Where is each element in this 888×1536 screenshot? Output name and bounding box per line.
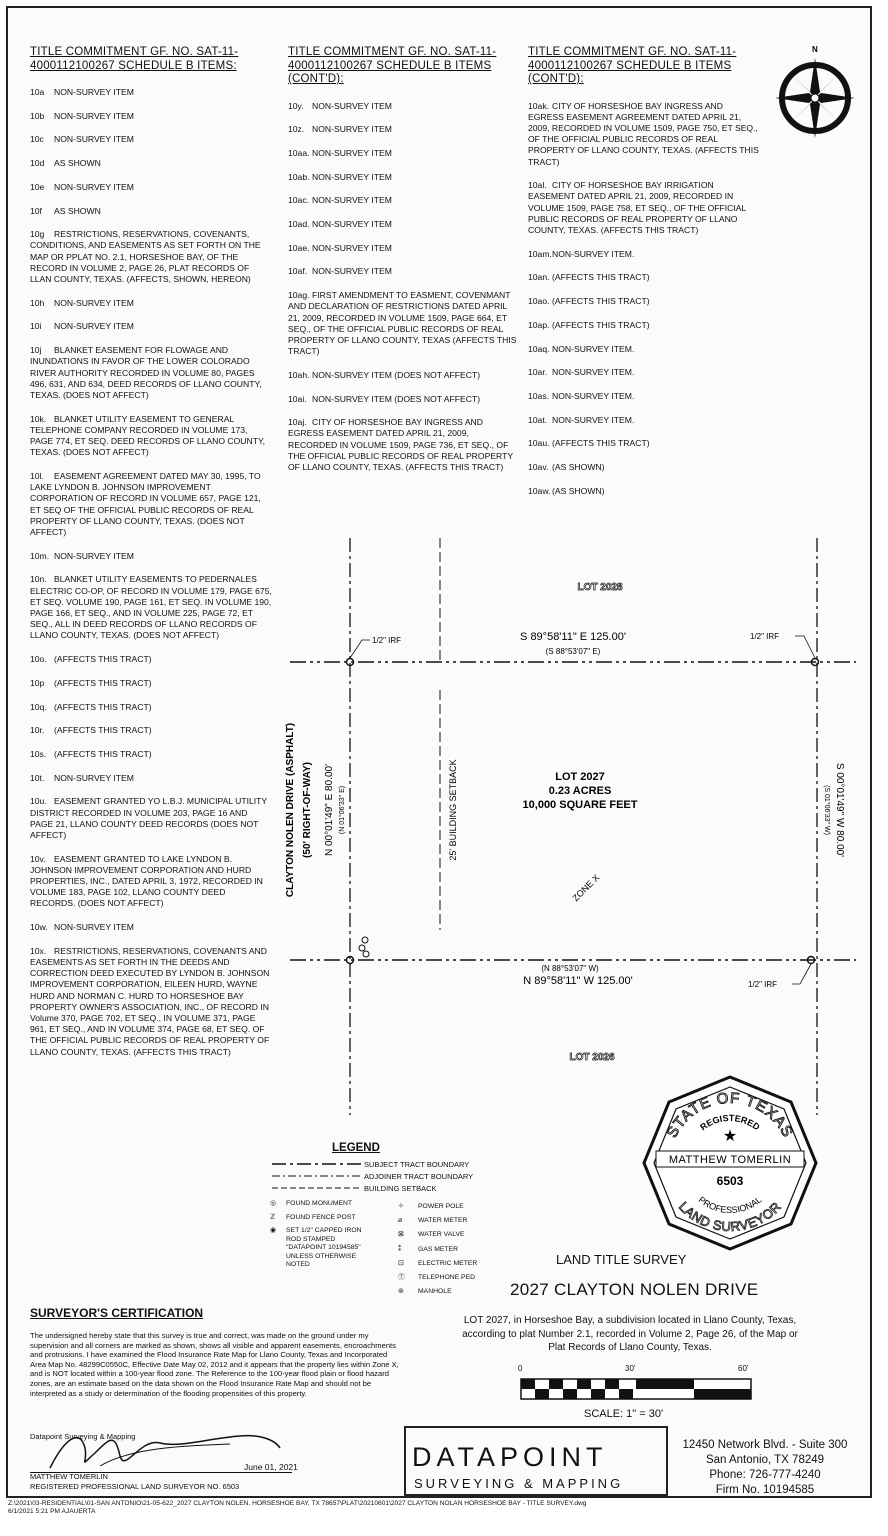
schedule-item [528, 101, 760, 168]
scale-bar [520, 1378, 752, 1400]
schedule-item-text: NON-SURVEY ITEM [54, 297, 134, 308]
schedule-item-text: NON-SURVEY ITEM [312, 195, 392, 206]
surveyor-name-block [30, 1472, 239, 1491]
schedule-item-number: 10ag. [288, 290, 310, 301]
schedule-item-number: 10w. [30, 922, 48, 933]
schedule-item-number: 10ai. [288, 393, 307, 404]
schedule-item [30, 702, 272, 713]
fence-post-icon: ℤ [270, 1213, 276, 1221]
schedule-item-number: 10y. [288, 100, 304, 111]
seal-state: STATE OF TEXAS [663, 1089, 797, 1141]
schedule-item [288, 148, 520, 159]
lot-acres: 0.23 ACRES [548, 785, 612, 797]
schedule-item-text: (AFFECTS THIS TRACT) [552, 296, 650, 307]
schedule-item [528, 320, 760, 331]
legend-gas-meter: GAS METER [418, 1245, 459, 1253]
plat-drawing [270, 530, 870, 1120]
schedule-item-number: 10l. [30, 470, 44, 481]
south-record-bearing: (N 88°53'07" W) [541, 964, 599, 973]
schedule-item [30, 414, 272, 459]
survey-address: 2027 CLAYTON NOLEN DRIVE [510, 1280, 759, 1299]
surveyor-name: MATTHEW TOMERLIN [30, 1472, 108, 1481]
manhole-icon: ⊚ [398, 1288, 404, 1296]
schedule-item-text: NON-SURVEY ITEM. [552, 248, 635, 259]
schedule-item-number: 10ab. [288, 171, 310, 182]
schedule-item-number: 10i [30, 321, 42, 332]
seal-registered: REGISTERED [698, 1112, 762, 1133]
legend-water-valve: WATER VALVE [418, 1231, 465, 1239]
schedule-item [30, 796, 272, 841]
schedule-item-number: 10b [30, 110, 45, 121]
schedule-item-number: 10ar. [528, 367, 548, 378]
lot-2028-label: LOT 2028 [577, 582, 623, 593]
schedule-item-text: NON-SURVEY ITEM [54, 922, 134, 933]
legend-electric-meter: ELECTRIC METER [418, 1259, 478, 1267]
file-path: Z:\2021\03-RESIDENTIAL\01-SAN ANTONIO\21-05-622_2027 CLAYTON NOLEN, HORSESHOE BAY, TX 78657\PLAT\20210601\2027 CLAYTON NOLAN HORSESHOE BAY - TITLE SURVEY.dwg [8, 1500, 587, 1507]
schedule-item-text: NON-SURVEY ITEM. [552, 367, 635, 378]
schedule-item-text: (AS SHOWN) [552, 462, 605, 473]
road-name: CLAYTON NOLEN DRIVE (ASPHALT) [285, 722, 296, 898]
lot-2026-label: LOT 2026 [569, 1052, 615, 1063]
schedule-item-text: NON-SURVEY ITEM [54, 181, 134, 192]
schedule-item-number: 10s. [30, 748, 47, 759]
schedule-item-number: 10au. [528, 438, 550, 449]
schedule-item [30, 471, 272, 538]
schedule-item-number: 10h [30, 297, 45, 308]
schedule-item [288, 370, 520, 381]
legend-line-samples [270, 1158, 370, 1194]
schedule-item-text: NON-SURVEY ITEM [312, 171, 392, 182]
star-icon: ★ [722, 1128, 738, 1145]
legend-subject-boundary: SUBJECT TRACT BOUNDARY [364, 1160, 470, 1169]
schedule-item-number: 10ap. [528, 319, 550, 330]
schedule-item-number: 10aw. [528, 485, 551, 496]
legend-telephone-ped: TELEPHONE PED [418, 1274, 476, 1282]
west-record-bearing: (N 01°06'33" E) [339, 785, 346, 835]
schedule-item-number: 10ah. [288, 369, 310, 380]
certification-company: Datapoint Surveying & Mapping [30, 1432, 136, 1441]
seal-number: 6503 [716, 1174, 744, 1188]
legend-manhole: MANHOLE [418, 1288, 452, 1296]
schedule-item-text: AS SHOWN [54, 158, 101, 169]
company-address [670, 1438, 860, 1498]
schedule-item-text: FIRST AMENDMENT TO EASMENT, COVENMANT AND DECLARATION OF RESTRICTIONS DATED APRIL 21, 2009, RECORDED IN VOLUME 1509, PAGE 664, ET SEQ., OF THE OFFICIAL PUBLIC RECORDS OF REAL PROPERTY OF LLANO COUNTY, TEXAS (AFFECTS THIS TRACT) [288, 290, 517, 357]
lot-square-feet: 10,000 SQUARE FEET [522, 799, 638, 811]
schedule-item-text: NON-SURVEY ITEM [312, 124, 392, 135]
schedule-item [288, 290, 520, 357]
schedule-item-number: 10av. [528, 462, 549, 473]
irf-label-se: 1/2" IRF [748, 980, 778, 989]
scale-text: SCALE: 1" = 30' [584, 1408, 664, 1420]
schedule-item-number: 10x. [30, 945, 47, 956]
water-meter-icon [359, 937, 369, 957]
schedule-item [528, 415, 760, 426]
telephone-ped-icon: Ⓣ [398, 1274, 405, 1282]
lot-description: LOT 2027, in Horseshoe Bay, a subdivision located in Llano County, Texas, according to plat Number 2.1, recorded in Volume 2, Page 26, of the Map or Plat Records of Llano County, Texas. [462, 1315, 798, 1353]
schedule-b-header: TITLE COMMITMENT GF. NO. SAT-11-4000112100267 SCHEDULE B ITEMS (CONT'D): [288, 46, 497, 85]
schedule-item-number: 10p [30, 677, 45, 688]
schedule-item [288, 172, 520, 183]
schedule-item-text: BLANKET UTILITY EASEMENT TO GENERAL TELEPHONE COMPANY RECORDED IN VOLUME 173, PAGE 774, ET SEQ. DEED RECORDS OF LLANO COUNTY, TEXAS. (DOES NOT AFFECT) [30, 413, 265, 458]
schedule-item-text: NON-SURVEY ITEM (DOES NOT AFFECT) [312, 393, 481, 404]
found-monument-icon: ◎ [270, 1200, 276, 1207]
schedule-item-number: 10o. [30, 654, 47, 665]
schedule-item-text: NON-SURVEY ITEM [54, 550, 134, 561]
north-arrow-icon [770, 40, 860, 140]
phone: Phone: 726-777-4240 [709, 1469, 821, 1481]
schedule-item [30, 298, 272, 309]
schedule-item-text: (AFFECTS THIS TRACT) [54, 748, 152, 759]
address-line-2: San Antonio, TX 78249 [705, 1454, 825, 1466]
schedule-item-number: 10an. [528, 272, 550, 283]
certification-date: June 01, 2021 [244, 1462, 298, 1472]
legend-building-setback: BUILDING SETBACK [364, 1184, 437, 1193]
legend-power-pole: POWER POLE [418, 1203, 464, 1210]
schedule-item-text: NON-SURVEY ITEM [54, 772, 134, 783]
schedule-item [30, 854, 272, 910]
company-logo [404, 1426, 668, 1496]
schedule-item [30, 158, 272, 169]
schedule-item-text: (AFFECTS THIS TRACT) [54, 725, 152, 736]
schedule-b-column-3 [528, 46, 760, 509]
schedule-item-number: 10ae. [288, 242, 310, 253]
schedule-item [288, 124, 520, 135]
schedule-item [528, 249, 760, 260]
schedule-item-number: 10f [30, 205, 42, 216]
schedule-item-number: 10t. [30, 772, 45, 783]
firm-number: Firm No. 10194585 [715, 1484, 815, 1496]
schedule-item-text: EASEMENT GRANTED YO L.B.J. MUNICIPAL UTILITY DISTRICT RECORDED IN VOLUME 203, PAGE 16 AND PAGE 21, LLANO COUNTY DEED RECORDS (DOES NOT AFFECT) [30, 796, 267, 840]
schedule-item-number: 10aa. [288, 147, 310, 158]
schedule-item-number: 10aj. [288, 417, 307, 428]
schedule-item [288, 195, 520, 206]
schedule-item-text: AS SHOWN [54, 205, 101, 216]
schedule-item [30, 551, 272, 562]
schedule-item-number: 10n. [30, 574, 47, 585]
schedule-item-text: CITY OF HORSESHOE BAY INGRESS AND EGRESS EASEMENT DATED APRIL 21, 2009, RECORDED IN VOLUME 1509, PAGE 736, ET SEQ., OF THE OFFICIAL PUBLIC RECORDS OF REAL PROPERTY OF LLANO COUNTY, TEXAS. (AFFECTS THIS TRACT) [288, 417, 513, 473]
schedule-item [528, 391, 760, 402]
schedule-item [30, 87, 272, 98]
schedule-item [30, 654, 272, 665]
logo-name: DATAPOINT [412, 1442, 608, 1472]
schedule-item-text: NON-SURVEY ITEM [54, 87, 134, 97]
schedule-item-number: 10j [30, 345, 42, 356]
schedule-item [288, 219, 520, 230]
schedule-item-number: 10u. [30, 796, 47, 807]
schedule-item-text: NON-SURVEY ITEM [312, 266, 392, 277]
schedule-item-text: NON-SURVEY ITEM [312, 147, 392, 158]
north-bearing: S 89°58'11" E 125.00' [520, 631, 626, 643]
schedule-item-text: RESTRICTIONS, RESERVATIONS, COVENANTS, CONDITIONS, AND EASEMENTS AS SET FORTH ON THE MAP OR PPLAT NO. 2.1, HORSESHOE BAY, OF THE RECORD IN VOLUME 2, PAGE 26, PLAT RECORDS OF LLAN COUNTY, TEXAS. (AFFECTS, SHOWN, HEREON) [30, 229, 261, 285]
legend-fence-post: FOUND FENCE POST [286, 1213, 356, 1221]
schedule-item [30, 345, 272, 401]
schedule-item-text: (AFFECTS THIS TRACT) [552, 272, 650, 283]
schedule-item [288, 417, 520, 473]
schedule-item [30, 725, 272, 736]
legend-water-meter: WATER METER [418, 1217, 468, 1225]
schedule-item [30, 749, 272, 760]
schedule-item-text: NON-SURVEY ITEM (DOES NOT AFFECT) [312, 369, 481, 380]
schedule-item-number: 10v. [30, 853, 46, 864]
schedule-item [30, 574, 272, 641]
electric-meter-icon: ⊡ [398, 1259, 404, 1267]
schedule-item-text: NON-SURVEY ITEM [312, 242, 392, 253]
power-pole-icon: ✧ [398, 1203, 404, 1210]
schedule-item-number: 10g [30, 229, 45, 240]
schedule-item-text: (AFFECTS THIS TRACT) [552, 319, 650, 330]
schedule-item-number: 10as. [528, 390, 550, 401]
irf-label-nw: 1/2" IRF [372, 636, 402, 645]
legend-left-symbols [270, 1200, 380, 1270]
schedule-item-text: EASEMENT GRANTED TO LAKE LYNDON B. JOHNSON IMPROVEMENT CORPORATION AND HURD PROPERTIES, INC., DATED APRIL 3, 1972, RECORDED IN VOLUME 183, PAGE 102, LLANO COUNTY DEED RECORDS. (DOES NOT AFFECT) [30, 853, 263, 909]
schedule-item-text: (AFFECTS THIS TRACT) [54, 654, 152, 665]
schedule-b-header: TITLE COMMITMENT GF. NO. SAT-11-4000112100267 SCHEDULE B ITEMS: [30, 46, 239, 72]
plot-stamp: 6/1/2021 5:21 PM AJAUERTA [8, 1508, 96, 1515]
schedule-item-text: NON-SURVEY ITEM. [552, 414, 635, 425]
schedule-item [288, 101, 520, 112]
surveyor-registration: REGISTERED PROFESSIONAL LAND SURVEYOR NO. 6503 [30, 1481, 240, 1491]
schedule-item [30, 111, 272, 122]
schedule-item-text: NON-SURVEY ITEM. [552, 343, 635, 354]
schedule-item-text: CITY OF HORSESHOE BAY IRRIGATION EASEMENT DATED APRIL 21, 2009, RECORDED IN VOLUME 1509, PAGE 758, ET SEQ., OF THE OFFICIAL PUBLIC RECORDS OF REAL PROPERTY OF LLANO COUNTY, TEXAS. (AFFECTS THIS TRACT) [528, 180, 746, 236]
east-record-bearing: (S 01°06'33" W) [823, 785, 830, 835]
north-letter: N [812, 45, 818, 54]
legend-adjoiner-boundary: ADJOINER TRACT BOUNDARY [364, 1172, 474, 1181]
schedule-item [30, 182, 272, 193]
schedule-item [528, 462, 760, 473]
schedule-item-text: BLANKET EASEMENT FOR FLOWAGE AND INUNDATIONS IN FAVOR OF THE LOWER COLORADO RIVER AUTHORITY RECORDED IN VOLUME 80, PAGES 496, 631, AND 634, DEED RECORDS OF LLANO COUNTY, TEXAS. (DOES NOT AFFECT) [30, 345, 262, 400]
schedule-item [528, 180, 760, 236]
survey-type: LAND TITLE SURVEY [556, 1252, 687, 1267]
schedule-item-number: 10am. [528, 248, 552, 259]
water-valve-icon: ⊠ [398, 1231, 404, 1239]
schedule-item [30, 206, 272, 217]
certification-text: The undersigned hereby state that this survey is true and correct, was made on the ground under my supervision and all corners are marked as shown, shows all visible and apparent easements, encroachments and protrusions. I have examined the Flood Insurance Rate Map for Llano County, Texas and Incorporated Area Map No. 48299C0550C, Effective Date May 02, 2012 and it appears that the property lies within Zone X, and is NOT located within a 100-year flood zone. The Reference to the 100-year flood plain or flood hazard zones, are an estimate based on the data shown on the Flood Insurance Rate Map and should not be interpreted as a study or determination of the flooding propensities of this property. [30, 1331, 399, 1398]
schedule-item-text: (AFFECTS THIS TRACT) [54, 701, 152, 712]
schedule-item-number: 10m. [30, 550, 50, 561]
seal-name: MATTHEW TOMERLIN [668, 1154, 792, 1166]
schedule-item [528, 296, 760, 307]
schedule-item-text: NON-SURVEY ITEM. [552, 390, 635, 401]
schedule-b-column-2 [288, 46, 520, 486]
schedule-item [288, 266, 520, 277]
schedule-item [30, 321, 272, 332]
irf-label-ne: 1/2" IRF [750, 632, 780, 641]
schedule-item-text: NON-SURVEY ITEM [54, 110, 134, 121]
schedule-item-text: CITY OF HORSESHOE BAY INGRESS AND EGRESS EASEMENT AGREEMENT DATED APRIL 21, 2009, RECORDED IN VOLUME 1509, PAGE 750, ET SEQ., OF THE OFFICIAL PUBLIC RECORDS OF REAL PROPERTY OF LLANO COUNTY, TEXAS. (AFFECTS THIS TRACT) [528, 100, 759, 167]
gas-meter-icon: ⁑ [398, 1245, 402, 1253]
schedule-item-number: 10ao. [528, 296, 550, 307]
scale-label-30: 30' [625, 1364, 636, 1373]
schedule-item-number: 10r. [30, 725, 45, 736]
east-bearing: S 00°01'49" W 80.00' [834, 762, 845, 858]
seal-professional: PROFESSIONAL [696, 1194, 764, 1216]
seal-land-surveyor: LAND SURVEYOR [675, 1198, 785, 1235]
schedule-item [30, 134, 272, 145]
schedule-item [528, 344, 760, 355]
legend-line-labels [364, 1159, 473, 1195]
schedule-item [30, 946, 272, 1058]
schedule-item-number: 10ak. [528, 100, 550, 111]
logo-subtitle: SURVEYING & MAPPING [414, 1476, 624, 1491]
schedule-item-number: 10al. [528, 180, 547, 191]
road-right-of-way: (50' RIGHT-OF-WAY) [302, 762, 313, 858]
schedule-item-number: 10aq. [528, 343, 550, 354]
schedule-item-text: (AS SHOWN) [552, 485, 605, 496]
schedule-item [30, 773, 272, 784]
schedule-item-number: 10af. [288, 266, 308, 277]
schedule-item-text: NON-SURVEY ITEM [312, 100, 392, 111]
legend-found-monument: FOUND MONUMENT [286, 1200, 353, 1207]
lot-2027-label: LOT 2027 [555, 771, 605, 783]
schedule-item-number: 10ad. [288, 219, 310, 230]
schedule-item [288, 394, 520, 405]
schedule-item [30, 678, 272, 689]
schedule-item [528, 486, 760, 497]
schedule-item-text: EASEMENT AGREEMENT DATED MAY 30, 1995, TO LAKE LYNDON B. JOHNSON IMPROVEMENT CORPORATION OF RECORD IN VOLUME 657, PAGE 121, ET SEQ OF THE OFFICIAL PUBLIC RECORDS OF REAL PROPERTY OF LLANO COUNTY, TEXAS. (DOES NOT AFFECT) [30, 470, 261, 537]
schedule-item [288, 243, 520, 254]
schedule-b-header: TITLE COMMITMENT GF. NO. SAT-11-4000112100267 SCHEDULE B ITEMS (CONT'D): [528, 46, 737, 85]
legend-set-iron-rod: SET 1/2" CAPPED IRON ROD STAMPED "DATAPOINT 10194585" UNLESS OTHERWISE NOTED [286, 1227, 362, 1268]
schedule-item-number: 10at. [528, 414, 548, 425]
schedule-item-number: 10a [30, 87, 45, 97]
set-iron-rod-icon: ◉ [270, 1227, 276, 1234]
schedule-item-text: BLANKET UTILITY EASEMENTS TO PEDERNALES ELECTRIC CO-OP, OF RECORD IN VOLUME 179, PAGE 675, ET SEQ. VOLUME 190, PAGE 161, ET SEQ. IN VOLUME 190, PAGE 166, ET SEQ., AND IN VOLUME 225, PAGE 72, ET SEQ., ALL IN DEED RECORDS OF LLANO RECORDS OF LLANO COUNTY, TEXAS. (DOES NOT AFFECT) [30, 574, 272, 641]
schedule-item [528, 367, 760, 378]
file-path-footer [8, 1500, 868, 1516]
schedule-b-column-1 [30, 46, 272, 1070]
west-bearing: N 00°01'49" E 80.00' [324, 764, 335, 856]
surveyor-seal [640, 1073, 820, 1253]
schedule-item-number: 10c [30, 134, 44, 145]
water-meter-legend-icon: ⌀ [398, 1217, 403, 1225]
schedule-item-text: (AFFECTS THIS TRACT) [54, 677, 152, 688]
south-bearing: N 89°58'11" W 125.00' [523, 975, 633, 987]
legend-right-symbols [398, 1200, 508, 1299]
schedule-item-text: NON-SURVEY ITEM [312, 219, 392, 230]
schedule-item-number: 10e [30, 181, 45, 192]
schedule-item-text: (AFFECTS THIS TRACT) [552, 438, 650, 449]
schedule-item-text: RESTRICTIONS, RESERVATIONS, COVENANTS AND EASEMENTS AS SET FORTH IN THE DEEDS AND CORRECTION DEED EXECUTED BY LYNDON B. JOHNSON IMPROVEMENT CORPORATION, EILEEN HURD, WAYNE HURD AND NORMAN C. HURD TO HORSESHOE BAY PROPERTY OWNER'S ASSOCIATION, INC., OF RECORD IN Volume 370, PAGE 702, ET SEQ., IN VOLUME 371, PAGE 961, ET SEQ., AND IN VOLUME 374, PAGE 68, ET SEQ. OF THE OFFICIAL PUBLIC RECORDS OF REAL PROPERTY OF LLANO COUNTY, TEXAS. (AFFECTS THIS TRACT) [30, 945, 270, 1057]
certification-title: SURVEYOR'S CERTIFICATION [30, 1306, 204, 1320]
schedule-item-number: 10q. [30, 701, 47, 712]
schedule-item [528, 438, 760, 449]
schedule-item-number: 10k. [30, 413, 47, 424]
north-record-bearing: (S 88°53'07" E) [545, 647, 601, 656]
schedule-item-number: 10d [30, 158, 45, 169]
legend-title: LEGEND [332, 1142, 380, 1154]
flood-zone-label: ZONE X [570, 872, 602, 904]
schedule-item-text: NON-SURVEY ITEM [54, 134, 134, 145]
schedule-item-text: NON-SURVEY ITEM [54, 321, 134, 332]
schedule-item-number: 10z. [288, 124, 305, 135]
scale-label-60: 60' [738, 1364, 749, 1373]
schedule-item [30, 922, 272, 933]
schedule-item [528, 272, 760, 283]
schedule-item-number: 10ac. [288, 195, 310, 206]
schedule-item [30, 229, 272, 285]
scale-label-0: 0 [518, 1364, 523, 1373]
building-setback-label: 25' BUILDING SETBACK [448, 759, 458, 861]
address-line-1: 12450 Network Blvd. - Suite 300 [682, 1439, 848, 1451]
